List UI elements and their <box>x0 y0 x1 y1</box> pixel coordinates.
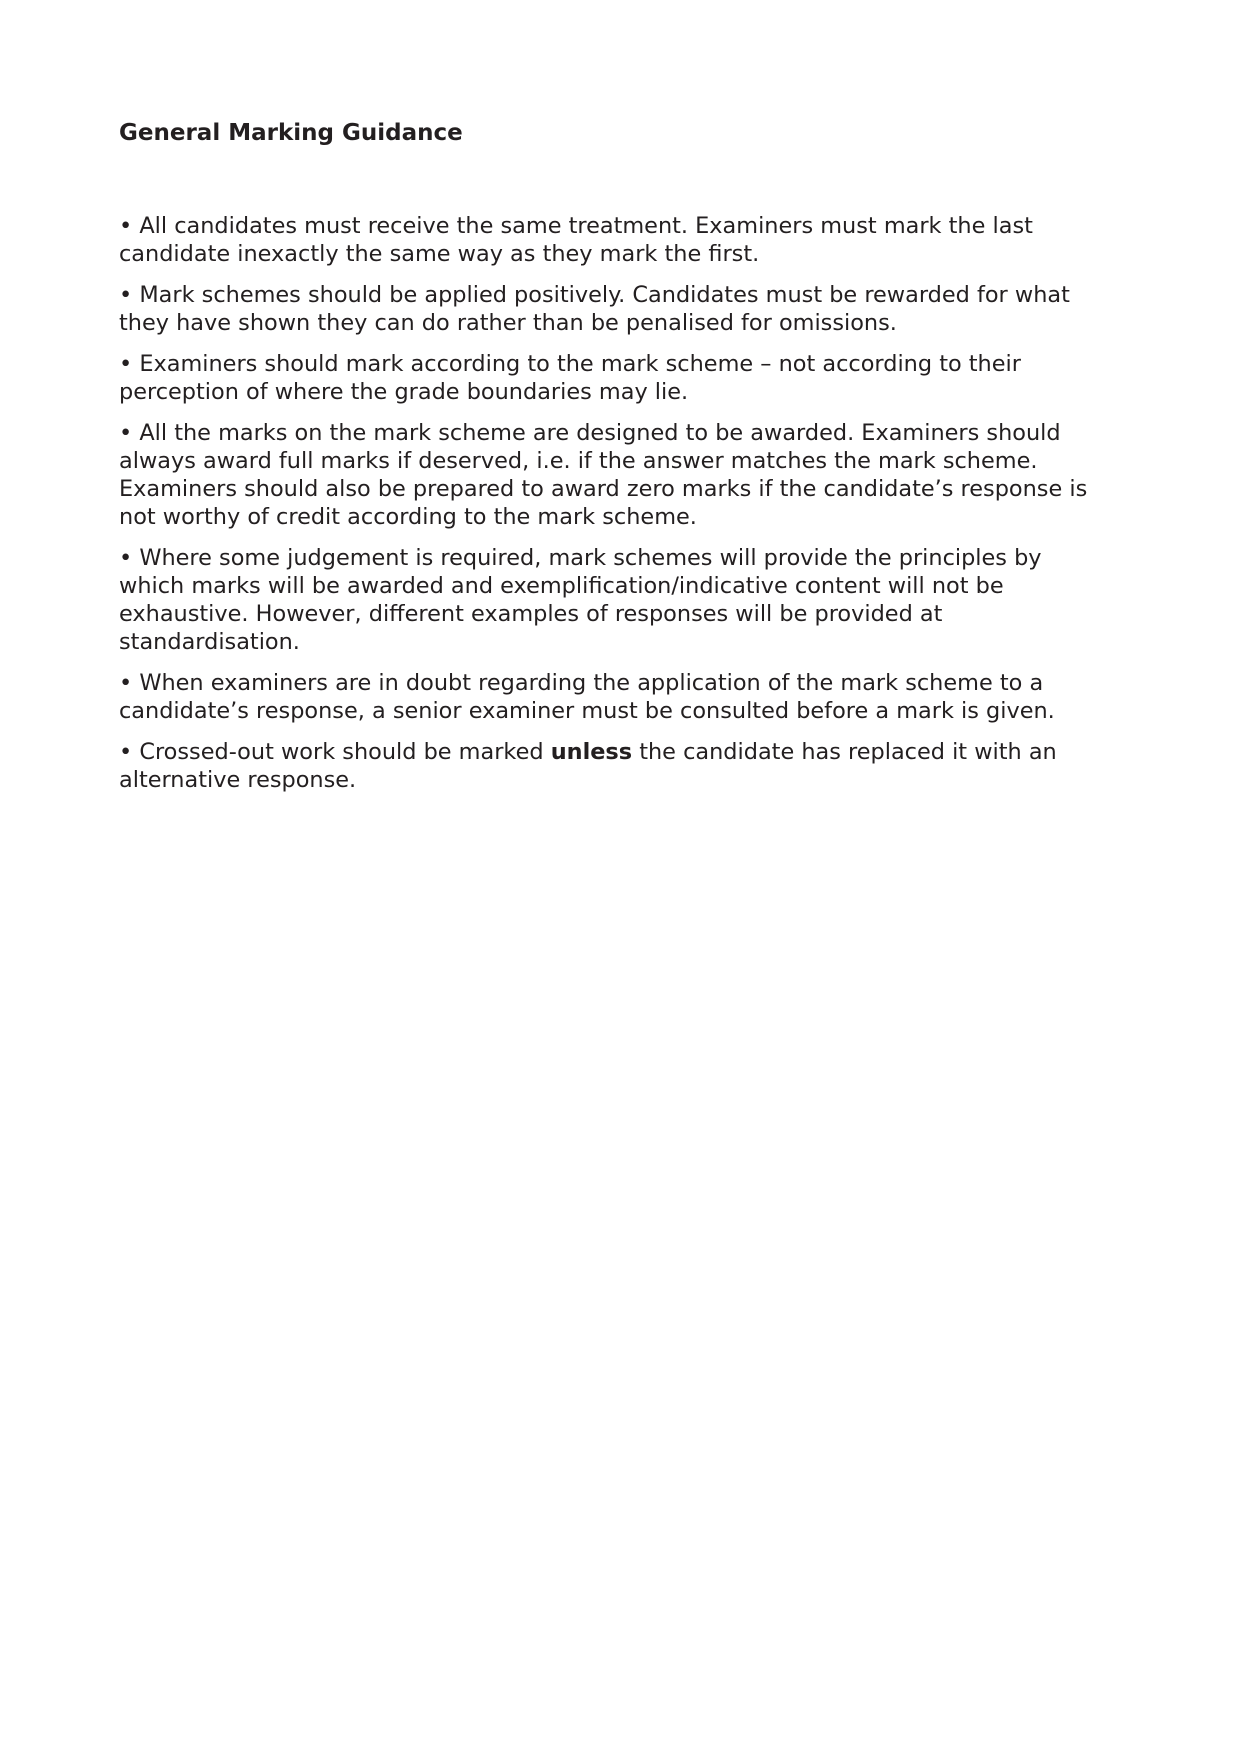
emphasis-unless: unless <box>550 739 633 765</box>
guidance-item: • Mark schemes should be applied positively. Candidates must be rewarded for what they have shown they can do rather than be penalised for omissions. <box>119 282 1070 336</box>
guidance-item: • All candidates must receive the same treatment. Examiners must mark the last candidate inexactly the same way as they mark the first. <box>119 213 1033 267</box>
guidance-text-before: • Crossed-out work should be marked <box>119 739 551 765</box>
guidance-item: • All the marks on the mark scheme are designed to be awarded. Examiners should always award full marks if deserved, i.e. if the answer matches the mark scheme. Examiners should also be prepared to award zero marks if the candidate’s response is not worthy of credit according to the mark scheme. <box>119 420 1088 530</box>
guidance-item: • When examiners are in doubt regarding the application of the mark scheme to a candidate’s response, a senior examiner must be consulted before a mark is given. <box>119 670 1055 724</box>
guidance-text-after: the candidate has replaced it with an alternative response. <box>119 739 1057 793</box>
document-page <box>119 118 1129 807</box>
page-title: General Marking Guidance <box>119 120 463 146</box>
guidance-list <box>119 212 1129 794</box>
guidance-item: • Where some judgement is required, mark schemes will provide the principles by which marks will be awarded and exemplification/indicative content will not be exhaustive. However, different examples of responses will be provided at standardisation. <box>119 545 1042 655</box>
guidance-item-crossed-out <box>119 738 1129 794</box>
guidance-item: • Examiners should mark according to the mark scheme – not according to their perception of where the grade boundaries may lie. <box>119 351 1021 405</box>
